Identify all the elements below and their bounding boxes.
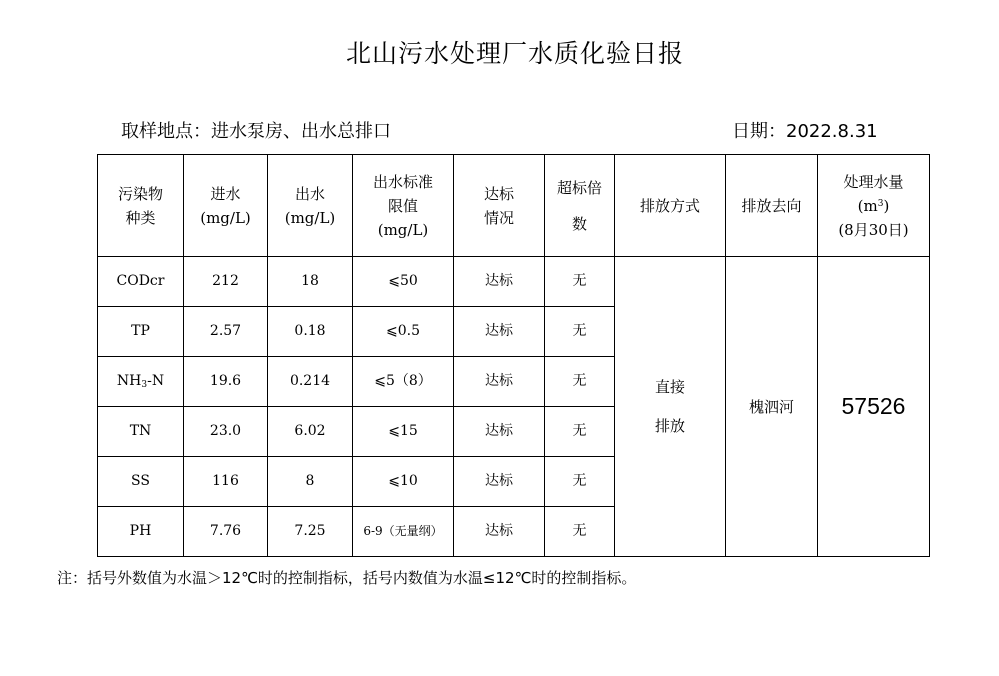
compliance-status: 达标 bbox=[454, 357, 545, 407]
influent-value: 212 bbox=[184, 257, 268, 307]
pollutant-name: CODcr bbox=[98, 257, 184, 307]
compliance-status: 达标 bbox=[454, 507, 545, 557]
influent-value: 2.57 bbox=[184, 307, 268, 357]
effluent-value: 8 bbox=[268, 457, 353, 507]
pollutant-name: SS bbox=[98, 457, 184, 507]
influent-value: 116 bbox=[184, 457, 268, 507]
effluent-value: 0.18 bbox=[268, 307, 353, 357]
table-row bbox=[98, 257, 930, 307]
header-pollutant: 污染物 种类 bbox=[98, 155, 184, 257]
exceed-value: 无 bbox=[545, 407, 615, 457]
effluent-value: 0.214 bbox=[268, 357, 353, 407]
compliance-status: 达标 bbox=[454, 257, 545, 307]
compliance-status: 达标 bbox=[454, 307, 545, 357]
header-limit: 出水标准 限值 (mg/L) bbox=[353, 155, 454, 257]
report-title: 北山污水处理厂水质化验日报 bbox=[345, 39, 684, 68]
effluent-value: 18 bbox=[268, 257, 353, 307]
header-method: 排放方式 bbox=[615, 155, 726, 257]
pollutant-name: PH bbox=[98, 507, 184, 557]
limit-value: ⩽5（8） bbox=[353, 357, 454, 407]
exceed-value: 无 bbox=[545, 307, 615, 357]
discharge-method: 直接 排放 bbox=[615, 257, 726, 557]
exceed-value: 无 bbox=[545, 357, 615, 407]
limit-value: ⩽10 bbox=[353, 457, 454, 507]
header-compliance: 达标 情况 bbox=[454, 155, 545, 257]
limit-value: ⩽50 bbox=[353, 257, 454, 307]
pollutant-name: TN bbox=[98, 407, 184, 457]
table-header-row bbox=[98, 155, 930, 257]
discharge-destination: 槐泗河 bbox=[726, 257, 818, 557]
pollutant-name: $NH_3-N$ bbox=[98, 357, 184, 407]
report-date: 日期：2022.8.31 bbox=[732, 121, 878, 142]
effluent-value: 6.02 bbox=[268, 407, 353, 457]
influent-value: 23.0 bbox=[184, 407, 268, 457]
header-influent: 进水 (mg/L) bbox=[184, 155, 268, 257]
header-destination: 排放去向 bbox=[726, 155, 818, 257]
influent-value: 7.76 bbox=[184, 507, 268, 557]
compliance-status: 达标 bbox=[454, 407, 545, 457]
header-effluent: 出水 (mg/L) bbox=[268, 155, 353, 257]
treated-volume: 57526 bbox=[818, 257, 930, 557]
header-volume: 处理水量 $(m^3)$ (8月30日) bbox=[818, 155, 930, 257]
influent-value: 19.6 bbox=[184, 357, 268, 407]
limit-value: ⩽15 bbox=[353, 407, 454, 457]
limit-value: ⩽0.5 bbox=[353, 307, 454, 357]
exceed-value: 无 bbox=[545, 507, 615, 557]
limit-value: 6-9（无量纲） bbox=[353, 507, 454, 557]
water-quality-table bbox=[97, 154, 930, 557]
sampling-location: 取样地点：进水泵房、出水总排口 bbox=[121, 121, 391, 142]
footnote: 注：括号外数值为水温＞12℃时的控制指标，括号内数值为水温≤12℃时的控制指标。 bbox=[57, 569, 637, 587]
effluent-value: 7.25 bbox=[268, 507, 353, 557]
compliance-status: 达标 bbox=[454, 457, 545, 507]
header-exceed: 超标倍 数 bbox=[545, 155, 615, 257]
exceed-value: 无 bbox=[545, 457, 615, 507]
pollutant-name: TP bbox=[98, 307, 184, 357]
exceed-value: 无 bbox=[545, 257, 615, 307]
